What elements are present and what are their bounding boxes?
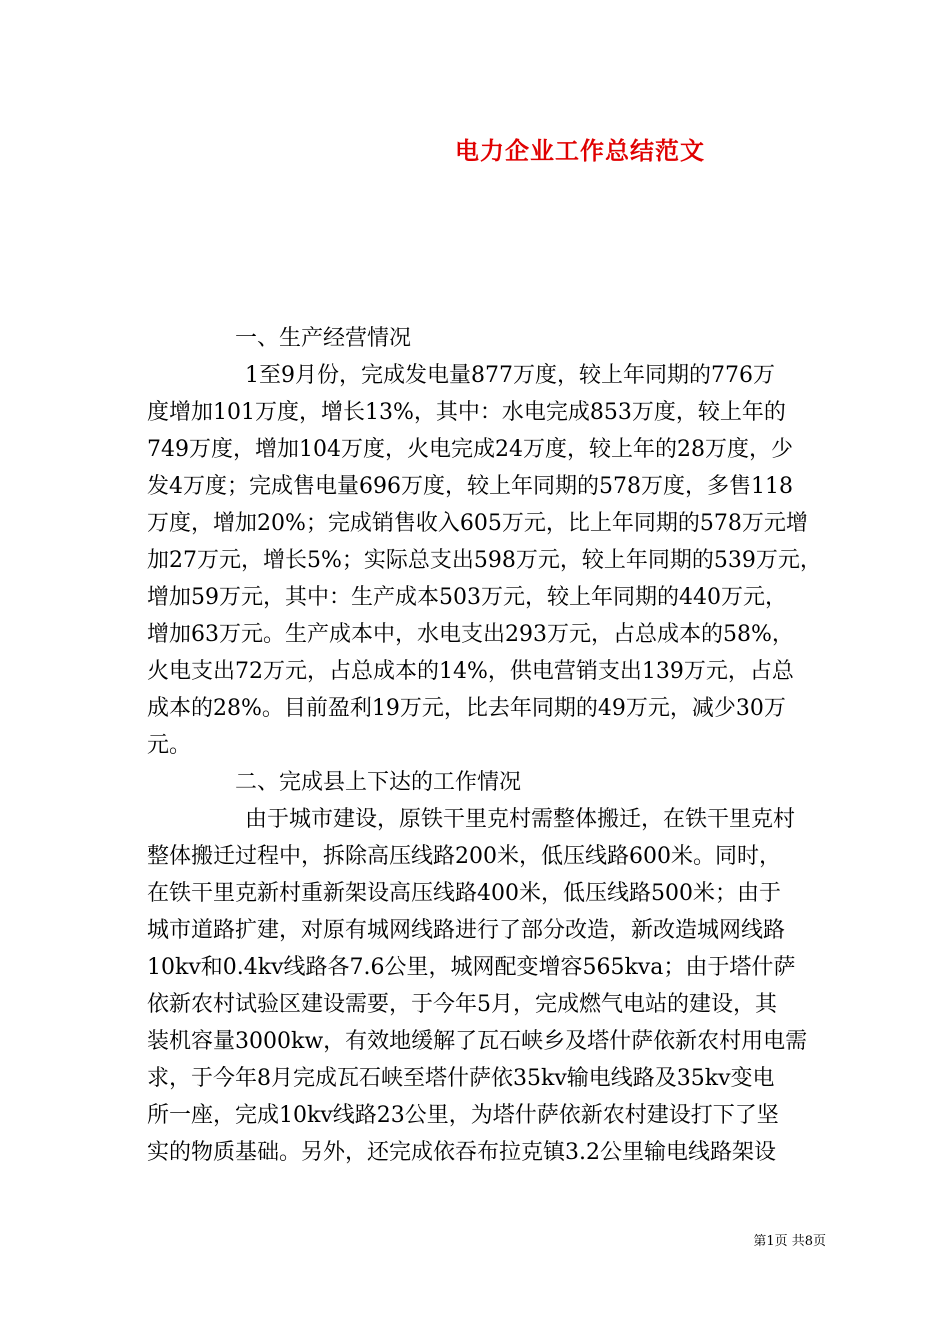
text-line: 整体搬迁过程中，拆除高压线路200米，低压线路600米。同时， [147,844,781,869]
text-line: 装机容量3000kw，有效地缓解了瓦石峡乡及塔什萨依新农村用电需 [147,1029,808,1054]
text-line: 10kv和0.4kv线路各7.6公里，城网配变增容565kva；由于塔什萨 [147,955,796,980]
text-line: 元。 [147,733,192,758]
section-county-tasks [147,764,823,1171]
text-line: 增加59万元，其中：生产成本503万元，较上年同期的440万元， [147,585,787,610]
document-title: 电力企业工作总结范文 [455,136,705,165]
text-line: 发4万度；完成售电量696万度，较上年同期的578万度，多售118 [147,474,793,499]
text-line: 度增加101万度，增长13%，其中：水电完成853万度，较上年的 [147,400,786,425]
text-line: 749万度，增加104万度，火电完成24万度，较上年的28万度，少 [147,437,793,462]
text-line: 城市道路扩建，对原有城网线路进行了部分改造，新改造城网线路 [147,918,786,943]
section-heading: 二、完成县上下达的工作情况 [235,770,522,795]
text-line: 火电支出72万元，占总成本的14%，供电营销支出139万元，占总 [147,659,794,684]
text-line: 万度，增加20%；完成销售收入605万元，比上年同期的578万元增 [147,511,808,536]
text-line: 1至9月份，完成发电量877万度，较上年同期的776万 [245,363,775,388]
section-heading: 一、生产经营情况 [235,326,412,351]
section-production [147,320,823,764]
text-line: 依新农村试验区建设需要，于今年5月，完成燃气电站的建设，其 [147,992,777,1017]
text-line: 加27万元，增长5%；实际总支出598万元，较上年同期的539万元， [147,548,822,573]
text-line: 求，于今年8月完成瓦石峡至塔什萨依35kv输电线路及35kv变电 [147,1066,775,1091]
text-line: 实的物质基础。另外，还完成依吞布拉克镇3.2公里输电线路架设 [147,1140,776,1165]
text-line: 成本的28%。目前盈利19万元，比去年同期的49万元，减少30万 [147,696,786,721]
text-line: 在铁干里克新村重新架设高压线路400米，低压线路500米；由于 [147,881,781,906]
document-body [147,320,823,1171]
text-line: 所一座，完成10kv线路23公里，为塔什萨依新农村建设打下了坚 [147,1103,779,1128]
section-paragraph [147,357,823,764]
page-number: 第1页 共8页 [753,1234,826,1249]
section-paragraph [147,801,823,1171]
text-line: 增加63万元。生产成本中，水电支出293万元，占总成本的58%， [147,622,794,647]
text-line: 由于城市建设，原铁干里克村需整体搬迁，在铁干里克村 [245,807,796,832]
